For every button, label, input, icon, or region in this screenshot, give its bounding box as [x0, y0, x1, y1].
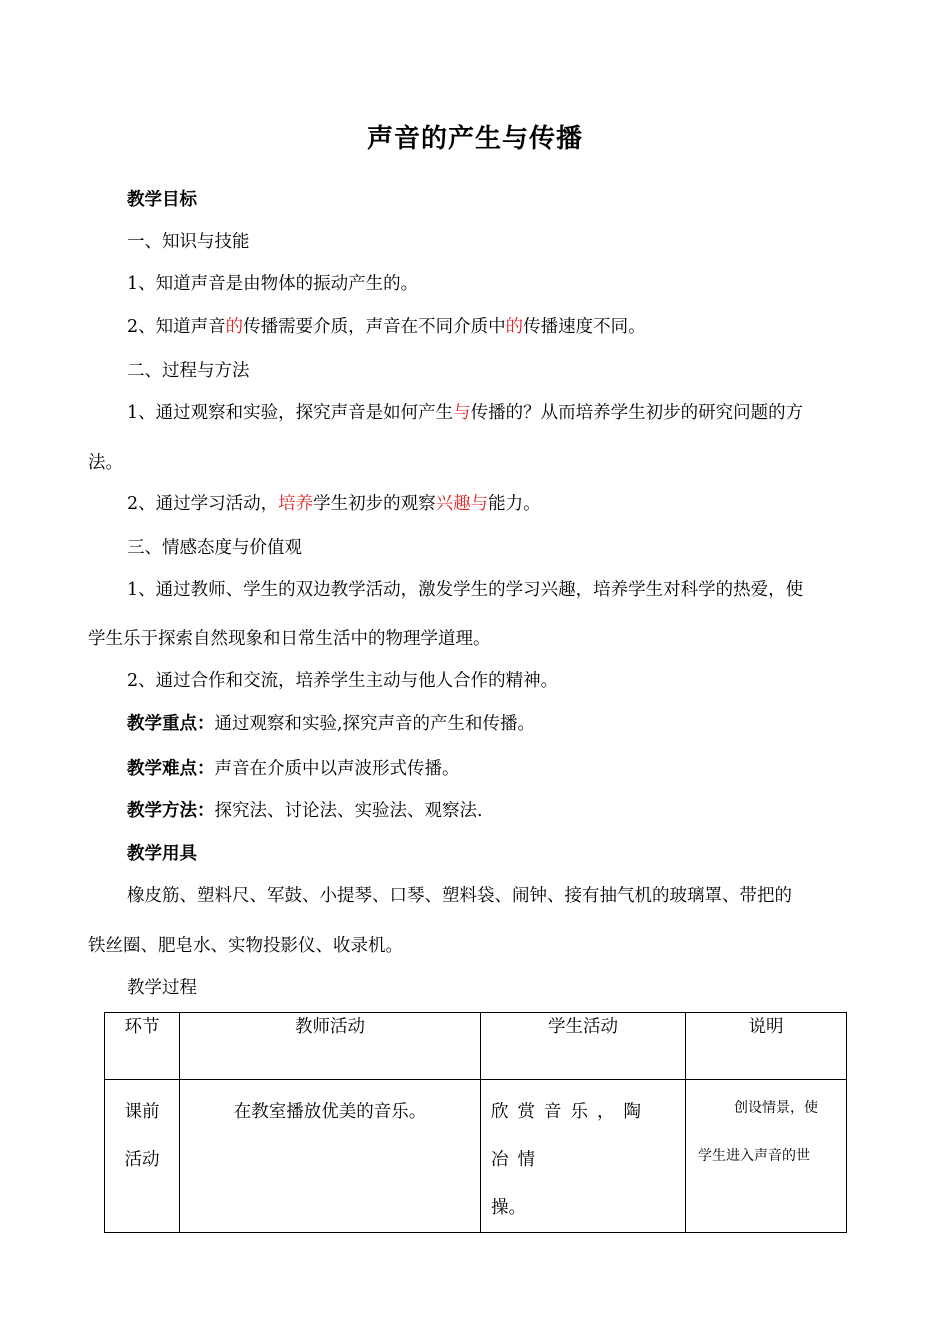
objectives-heading: 教学目标: [127, 190, 197, 210]
highlight-text: 培养: [278, 494, 314, 514]
table-row: [105, 1080, 847, 1233]
section2-item1: 1、通过观察和实验，探究声音是如何产生与传播的？从而培养学生初步的研究问题的方: [127, 403, 804, 423]
methods: [88, 797, 902, 822]
header-student-activity: 学生活动: [481, 1013, 686, 1080]
difficulty-label: 教学难点：: [127, 759, 215, 779]
header-stage: 环节: [105, 1013, 180, 1080]
header-note: 说明: [686, 1013, 847, 1080]
page-title: 声音的产生与传播: [366, 124, 583, 154]
highlight-text: 的: [225, 317, 244, 337]
difficulty-text: 声音在介质中以声波形式传播。: [214, 759, 460, 779]
section3-item2: 2、通过合作和交流，培养学生主动与他人合作的精神。: [127, 671, 559, 691]
process-table: [104, 1012, 847, 1233]
key-point: [88, 710, 902, 735]
section3-heading: 三、情感态度与价值观: [127, 538, 302, 558]
cell-note: 创设情景，使 学生进入声音的世: [686, 1080, 847, 1233]
methods-label: 教学方法：: [127, 801, 215, 821]
key-point-label: 教学重点：: [127, 714, 215, 734]
tools-line2: 铁丝圈、肥皂水、实物投影仪、收录机。: [88, 936, 403, 956]
table-header-row: [105, 1013, 847, 1080]
section2-item1-continued: 法。: [88, 453, 123, 473]
cell-stage: 课前 活动: [105, 1080, 180, 1233]
cell-teacher-activity: 在教室播放优美的音乐。: [180, 1080, 481, 1233]
difficulty: [88, 755, 902, 780]
highlight-text: 的: [505, 317, 524, 337]
section1-heading: 一、知识与技能: [127, 232, 250, 252]
highlight-text: 与: [453, 403, 471, 423]
tools-heading: 教学用具: [127, 844, 197, 864]
key-point-text: 通过观察和实验,探究声音的产生和传播。: [214, 714, 536, 734]
highlight-text: 兴趣与: [435, 494, 489, 514]
section3-item1-line1: 1、通过教师、学生的双边教学活动，激发学生的学习兴趣，培养学生对科学的热爱，使: [127, 580, 804, 600]
header-teacher-activity: 教师活动: [180, 1013, 481, 1080]
cell-student-activity: 欣赏音乐，陶冶情 操。: [481, 1080, 686, 1233]
section2-item2: 2、通过学习活动，培养学生初步的观察兴趣与能力。: [127, 494, 541, 514]
tools-line1: 橡皮筋、塑料尺、军鼓、小提琴、口琴、塑料袋、闹钟、接有抽气机的玻璃罩、带把的: [127, 886, 792, 906]
section2-heading: 二、过程与方法: [127, 361, 250, 381]
methods-text: 探究法、讨论法、实验法、观察法.: [214, 801, 483, 821]
section1-item2: 2、知道声音的传播需要介质，声音在不同介质中的传播速度不同。: [127, 317, 646, 337]
process-heading: 教学过程: [127, 978, 197, 998]
section3-item1-line2: 学生乐于探索自然现象和日常生活中的物理学道理。: [88, 629, 491, 649]
section1-item1: 1、知道声音是由物体的振动产生的。: [127, 274, 419, 294]
